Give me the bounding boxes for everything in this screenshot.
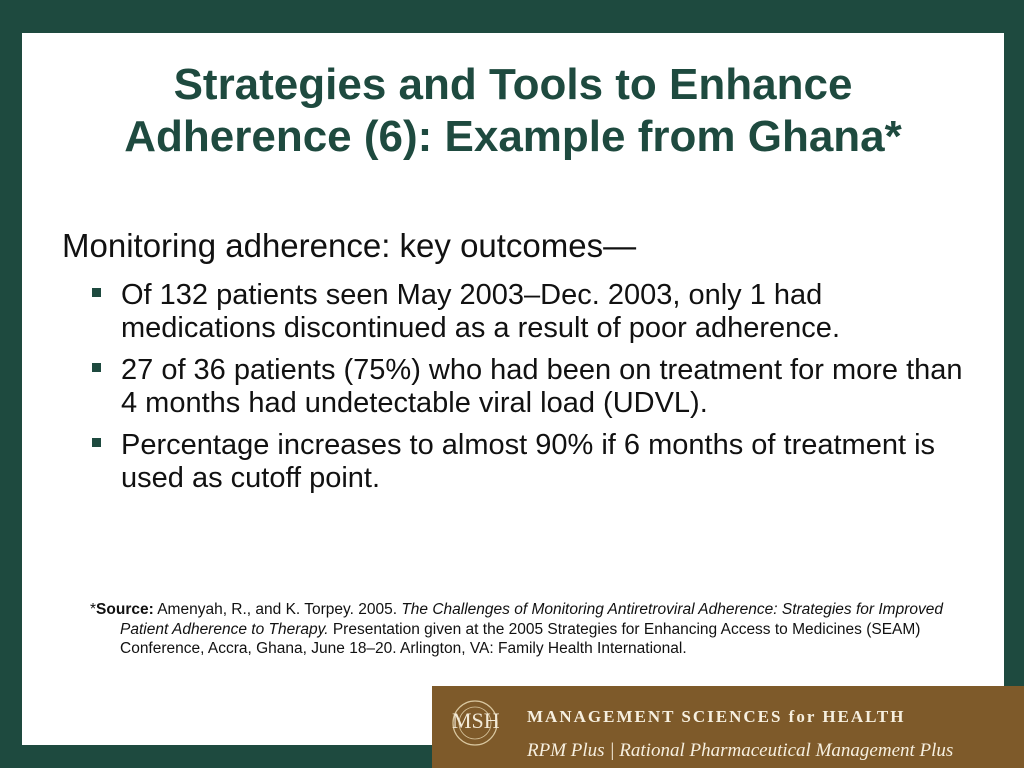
title-line-2: Adherence (6): Example from Ghana* bbox=[124, 112, 902, 161]
source-label: Source: bbox=[96, 601, 154, 618]
footer-banner bbox=[432, 686, 1024, 768]
square-bullet-icon bbox=[92, 288, 101, 297]
source-authors: Amenyah, R., and K. Torpey. 2005. bbox=[153, 601, 402, 618]
square-bullet-icon bbox=[92, 438, 101, 447]
program-name: RPM Plus | Rational Pharmaceutical Management Plus bbox=[527, 740, 954, 761]
source-work-title: The Challenges of Monitoring Antiretroviral Adherence: Strategies for Improved Patient Adherence to Therapy. bbox=[120, 601, 943, 638]
bullet-item bbox=[90, 279, 970, 345]
title-line-1: Strategies and Tools to Enhance bbox=[173, 60, 853, 109]
source-citation bbox=[90, 600, 990, 659]
bullet-text: Percentage increases to almost 90% if 6 months of treatment is used as cutoff point. bbox=[121, 429, 936, 494]
bullet-list bbox=[90, 279, 970, 504]
slide-title bbox=[22, 59, 1004, 163]
subheading: Monitoring adherence: key outcomes— bbox=[62, 227, 637, 264]
bullet-text: Of 132 patients seen May 2003–Dec. 2003, only 1 had medications discontinued as a result of poor adherence. bbox=[121, 279, 840, 344]
bullet-item bbox=[90, 429, 970, 495]
msh-logo-text: MSH bbox=[452, 708, 500, 733]
bullet-text: 27 of 36 patients (75%) who had been on treatment for more than 4 months had undetectable viral load (UDVL). bbox=[121, 354, 963, 419]
slide-canvas bbox=[22, 33, 1004, 745]
source-prefix: * bbox=[90, 601, 97, 618]
bullet-item bbox=[90, 354, 970, 420]
org-name: MANAGEMENT SCIENCES for HEALTH bbox=[527, 707, 906, 726]
square-bullet-icon bbox=[92, 363, 101, 372]
source-details: Presentation given at the 2005 Strategies for Enhancing Access to Medicines (SEAM) Conference, Accra, Ghana, June 18–20. Arlington, VA: Family Health International. bbox=[120, 620, 921, 657]
